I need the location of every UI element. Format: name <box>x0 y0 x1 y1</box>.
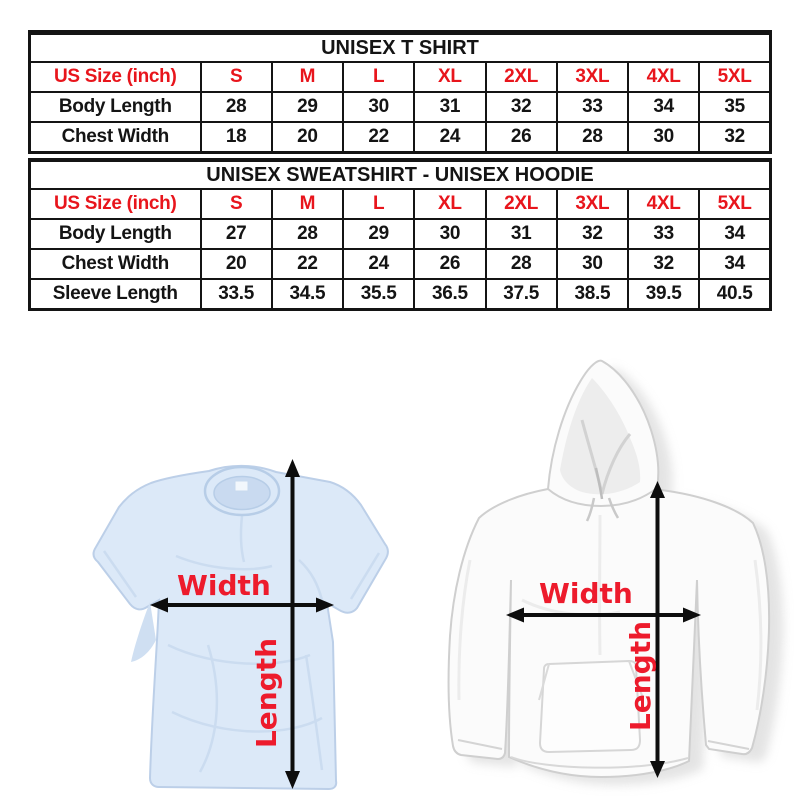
size-cell: 3XL <box>557 189 628 219</box>
value-cell: 31 <box>414 92 485 122</box>
value-cell: 33 <box>628 219 699 249</box>
tshirt-width-label: Width <box>177 569 271 602</box>
value-cell: 28 <box>201 92 272 122</box>
value-cell: 32 <box>486 92 557 122</box>
value-cell: 37.5 <box>486 279 557 310</box>
row-label: Body Length <box>30 92 201 122</box>
value-cell: 33 <box>557 92 628 122</box>
value-cell: 32 <box>699 122 770 153</box>
value-cell: 34 <box>699 249 770 279</box>
hoodie-illustration <box>449 361 784 785</box>
size-cell: M <box>272 189 343 219</box>
value-cell: 35.5 <box>343 279 414 310</box>
size-cell: L <box>343 62 414 92</box>
size-cell: XL <box>414 189 485 219</box>
value-cell: 18 <box>201 122 272 153</box>
tshirt-length-label: Length <box>250 637 283 749</box>
value-cell: 34 <box>699 219 770 249</box>
value-cell: 20 <box>272 122 343 153</box>
hoodie-width-label: Width <box>539 577 633 610</box>
value-cell: 28 <box>557 122 628 153</box>
value-cell: 28 <box>486 249 557 279</box>
value-cell: 38.5 <box>557 279 628 310</box>
value-cell: 32 <box>628 249 699 279</box>
value-cell: 34 <box>628 92 699 122</box>
value-cell: 28 <box>272 219 343 249</box>
value-cell: 30 <box>628 122 699 153</box>
size-cell: S <box>201 189 272 219</box>
value-cell: 30 <box>343 92 414 122</box>
value-cell: 20 <box>201 249 272 279</box>
table-title: UNISEX T SHIRT <box>30 33 771 63</box>
row-label: US Size (inch) <box>30 189 201 219</box>
size-cell: 5XL <box>699 62 770 92</box>
value-cell: 32 <box>557 219 628 249</box>
size-cell: L <box>343 189 414 219</box>
value-cell: 22 <box>272 249 343 279</box>
value-cell: 29 <box>272 92 343 122</box>
value-cell: 39.5 <box>628 279 699 310</box>
tshirt-neck-tag <box>235 481 248 491</box>
value-cell: 24 <box>414 122 485 153</box>
value-cell: 30 <box>414 219 485 249</box>
size-cell: 3XL <box>557 62 628 92</box>
row-label: Sleeve Length <box>30 279 201 310</box>
tshirt-illustration <box>94 466 388 789</box>
size-cell: 4XL <box>628 189 699 219</box>
value-cell: 30 <box>557 249 628 279</box>
value-cell: 36.5 <box>414 279 485 310</box>
value-cell: 26 <box>414 249 485 279</box>
size-cell: 2XL <box>486 62 557 92</box>
size-cell: S <box>201 62 272 92</box>
size-cell: 4XL <box>628 62 699 92</box>
row-label: Chest Width <box>30 122 201 153</box>
size-cell: XL <box>414 62 485 92</box>
row-label: US Size (inch) <box>30 62 201 92</box>
size-cell: 2XL <box>486 189 557 219</box>
hoodie-kangaroo-pocket <box>540 661 640 752</box>
value-cell: 35 <box>699 92 770 122</box>
row-label: Body Length <box>30 219 201 249</box>
value-cell: 26 <box>486 122 557 153</box>
value-cell: 24 <box>343 249 414 279</box>
value-cell: 27 <box>201 219 272 249</box>
value-cell: 29 <box>343 219 414 249</box>
value-cell: 31 <box>486 219 557 249</box>
value-cell: 22 <box>343 122 414 153</box>
value-cell: 34.5 <box>272 279 343 310</box>
value-cell: 40.5 <box>699 279 770 310</box>
table-title: UNISEX SWEATSHIRT - UNISEX HOODIE <box>30 160 771 189</box>
garment-diagram <box>0 310 800 800</box>
row-label: Chest Width <box>30 249 201 279</box>
value-cell: 33.5 <box>201 279 272 310</box>
hoodie-length-label: Length <box>624 620 657 732</box>
size-cell: M <box>272 62 343 92</box>
tshirt-side-fold <box>131 602 156 662</box>
size-cell: 5XL <box>699 189 770 219</box>
